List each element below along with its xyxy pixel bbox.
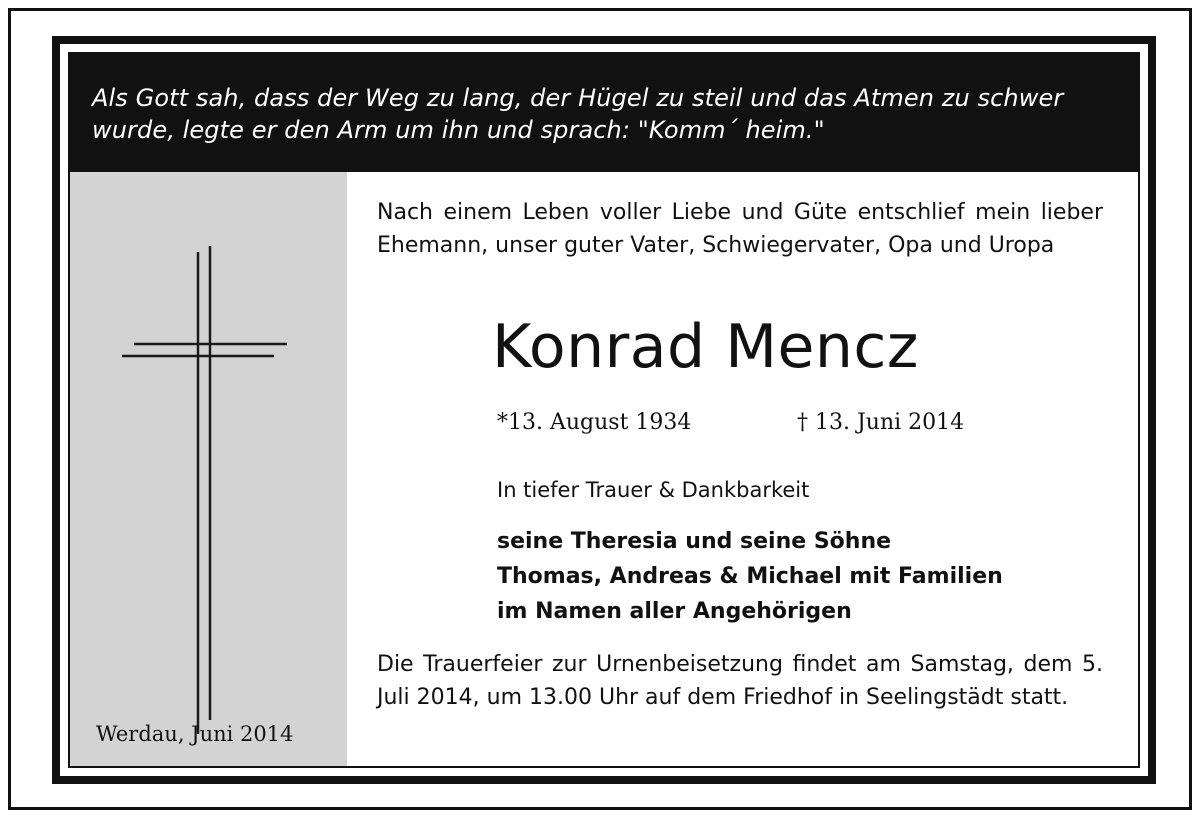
family-line: Thomas, Andreas & Michael mit Familien [497,564,1003,589]
left-panel [70,172,347,766]
frame-gap [60,44,1148,776]
quote-banner [70,54,1138,172]
mourning-line: In tiefer Trauer & Dankbarkeit [497,478,810,502]
place-date: Werdau, Juni 2014 [96,722,294,746]
intro-text: Nach einem Leben voller Liebe und Güte entschlief mein lieber Ehemann, unser guter Vater, Schwiegervater, Opa und Uropa [377,200,1103,258]
family-line: im Namen aller Angehörigen [497,599,852,624]
obituary-frame [52,36,1156,784]
birth-date: *13. August 1934 [497,410,692,435]
family-signature [497,524,1003,629]
obituary-card [68,52,1140,768]
ceremony-info: Die Trauerfeier zur Urnenbeisetzung findet am Samstag, dem 5. Juli 2014, um 13.00 Uhr auf dem Friedhof in Seelingstädt statt. [377,652,1103,710]
deceased-name: Konrad Mencz [492,312,919,382]
family-line: seine Theresia und seine Söhne [497,529,892,554]
cross-icon [70,172,347,766]
quote-text: Als Gott sah, dass der Weg zu lang, der Hügel zu steil und das Atmen zu schwer wurde, legte er den Arm um ihn und sprach: "Komm´ heim." [92,84,1064,144]
right-panel [347,172,1138,766]
death-date: † 13. Juni 2014 [797,410,965,435]
life-dates [497,410,965,435]
